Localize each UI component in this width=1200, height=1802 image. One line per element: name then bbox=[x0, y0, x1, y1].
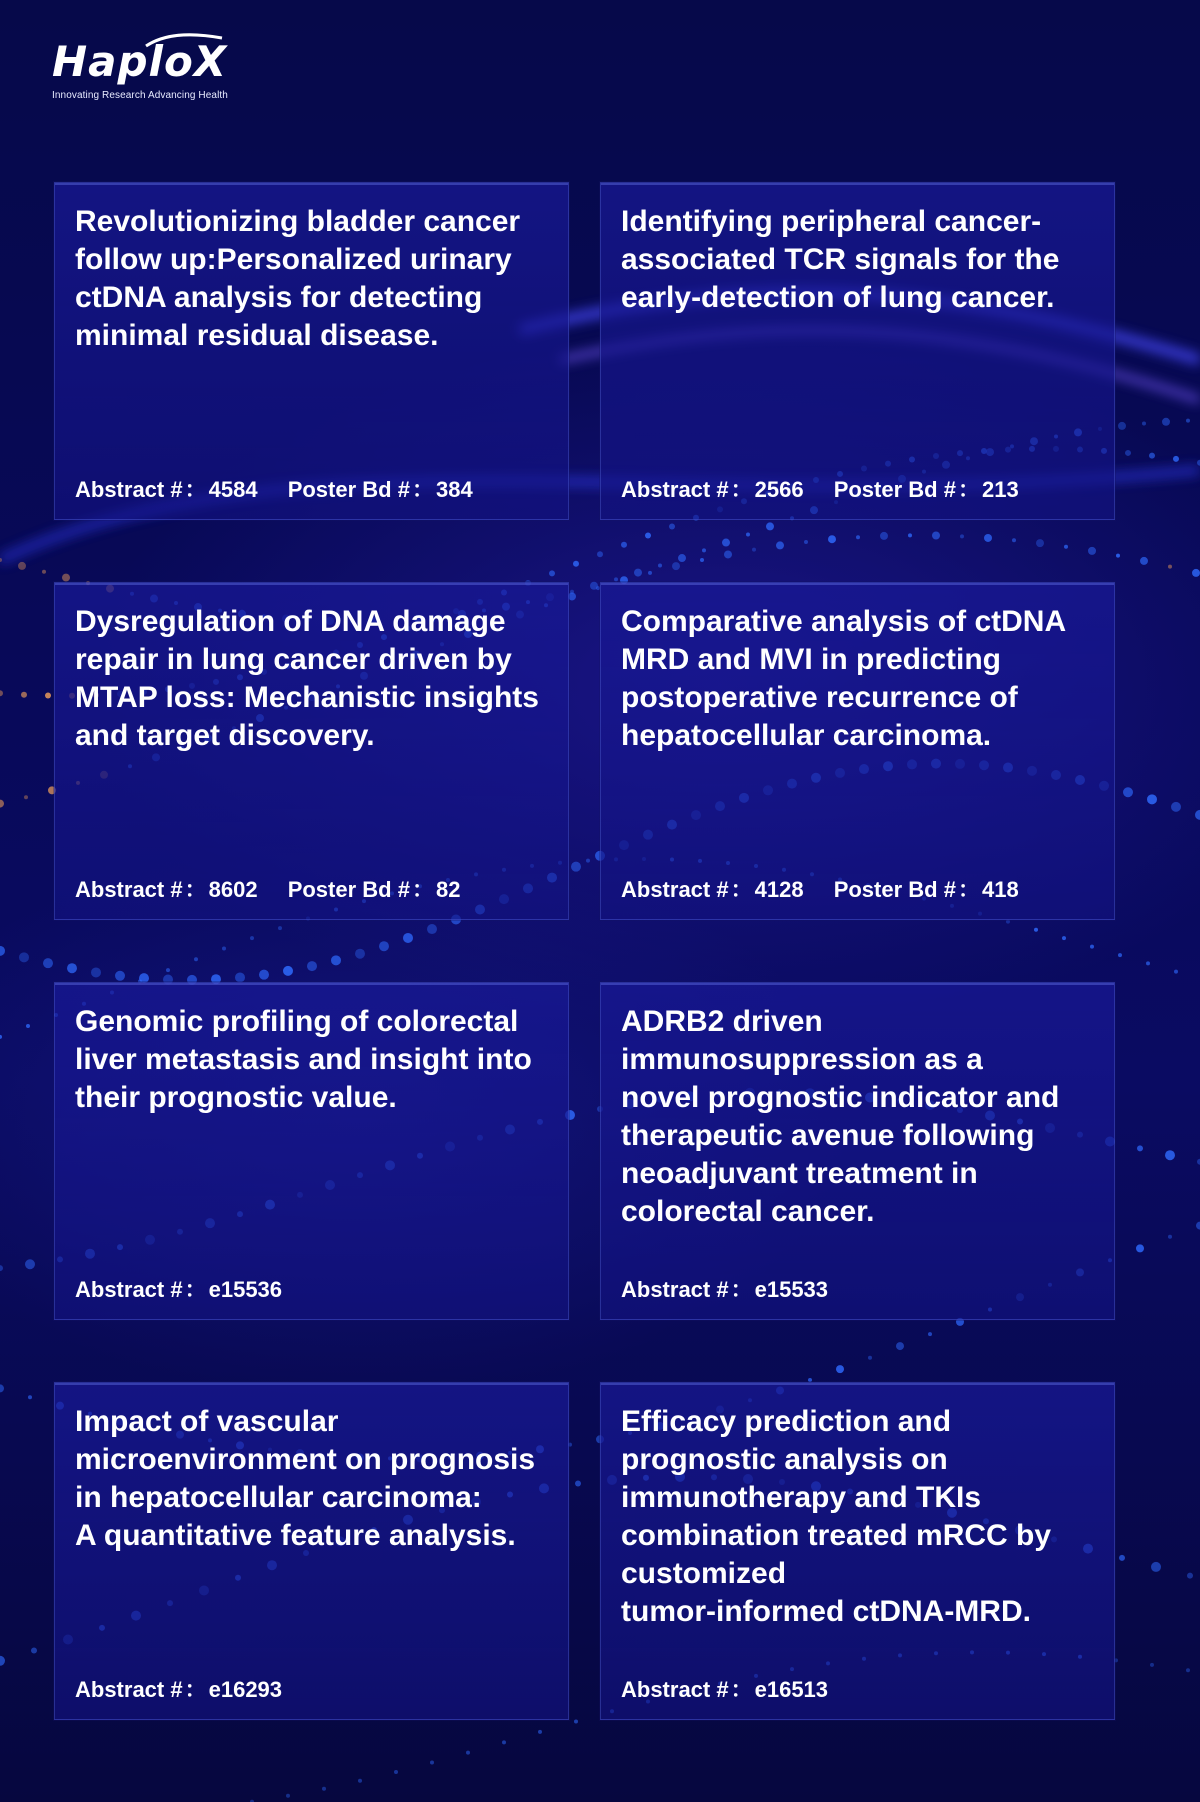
abstract-number: e15536 bbox=[208, 1277, 283, 1302]
background-dot bbox=[1186, 419, 1190, 423]
card-title: ADRB2 driven immunosuppression as a novel prognostic indicator and therapeutic avenue following neoadjuvant treatment in colorectal cancer. bbox=[621, 1005, 1060, 1228]
background-dot bbox=[18, 562, 26, 570]
poster-label: Poster Bd # bbox=[287, 877, 410, 902]
abstract-label: Abstract # bbox=[75, 1677, 183, 1702]
background-dot bbox=[379, 941, 389, 951]
abstract-label: Abstract # bbox=[75, 477, 183, 502]
background-dot bbox=[1174, 970, 1178, 974]
abstract-number: 2566 bbox=[754, 477, 804, 502]
background-dot bbox=[19, 952, 29, 962]
abstract-card bbox=[54, 982, 569, 1320]
background-dot bbox=[658, 563, 662, 567]
background-dot bbox=[0, 1384, 4, 1392]
background-dot bbox=[568, 592, 576, 600]
background-dot bbox=[1136, 1244, 1144, 1252]
abstract-number: 4584 bbox=[208, 477, 258, 502]
background-dot bbox=[574, 1719, 578, 1723]
card-meta bbox=[75, 1677, 282, 1703]
background-dot bbox=[1168, 1235, 1172, 1239]
background-dot bbox=[1006, 920, 1010, 924]
background-dot bbox=[42, 570, 46, 574]
abstract-card bbox=[600, 1382, 1115, 1720]
background-dot bbox=[828, 535, 836, 543]
background-dot bbox=[549, 570, 555, 576]
card-title: Dysregulation of DNA damage repair in lung cancer driven by MTAP loss: Mechanistic insights and target discovery. bbox=[75, 605, 539, 752]
meta-separator: ： bbox=[184, 477, 207, 502]
background-dot bbox=[672, 562, 680, 570]
background-dot bbox=[836, 1365, 844, 1373]
background-dot bbox=[250, 936, 254, 940]
background-dot bbox=[502, 1740, 506, 1744]
background-dot bbox=[31, 1648, 37, 1654]
background-dot bbox=[1196, 1222, 1200, 1230]
background-dot bbox=[283, 966, 293, 976]
background-dot bbox=[1140, 557, 1148, 565]
card-meta bbox=[621, 877, 1019, 903]
background-dot bbox=[1123, 787, 1133, 797]
card-meta bbox=[621, 1277, 828, 1303]
background-dot bbox=[575, 1481, 581, 1487]
background-dot bbox=[1118, 422, 1126, 430]
background-dot bbox=[0, 1656, 5, 1666]
brand bbox=[52, 38, 228, 101]
card-title: Identifying peripheral cancer- associated TCR signals for the early-detection of lung cancer. bbox=[621, 205, 1060, 314]
background-dot bbox=[1187, 1573, 1193, 1579]
background-dot bbox=[1171, 802, 1181, 812]
background-dot bbox=[1150, 1663, 1154, 1667]
background-dot bbox=[804, 540, 808, 544]
background-dot bbox=[1125, 450, 1131, 456]
background-dot bbox=[1118, 953, 1122, 957]
background-dot bbox=[0, 690, 3, 696]
meta-separator: ： bbox=[730, 477, 753, 502]
background-dot bbox=[1034, 928, 1038, 932]
background-dot bbox=[45, 693, 51, 699]
background-dot bbox=[0, 946, 5, 956]
background-dot bbox=[896, 1342, 904, 1350]
card-title: Efficacy prediction and prognostic analysis on immunotherapy and TKIs combination treated mRCC by customized tumor-informed ctDNA-MRD. bbox=[621, 1405, 1052, 1628]
background-dot bbox=[1116, 554, 1120, 558]
background-dot bbox=[286, 1794, 290, 1798]
poster-number: 213 bbox=[981, 477, 1019, 502]
background-dot bbox=[259, 970, 269, 980]
abstract-number: e15533 bbox=[754, 1277, 829, 1302]
background-dot bbox=[194, 957, 198, 961]
abstract-label: Abstract # bbox=[621, 877, 729, 902]
meta-separator: ： bbox=[184, 1277, 207, 1302]
meta-separator: ： bbox=[411, 877, 434, 902]
background-dot bbox=[1142, 422, 1146, 426]
background-dot bbox=[322, 1787, 326, 1791]
background-dot bbox=[880, 532, 888, 540]
background-dot bbox=[235, 972, 245, 982]
background-dot bbox=[678, 554, 686, 562]
abstract-label: Abstract # bbox=[75, 1277, 183, 1302]
abstract-card bbox=[54, 182, 569, 520]
card-title: Genomic profiling of colorectal liver metastasis and insight into their prognostic value. bbox=[75, 1005, 532, 1114]
background-dot bbox=[908, 533, 912, 537]
background-dot bbox=[1062, 936, 1066, 940]
abstract-card bbox=[54, 582, 569, 920]
background-dot bbox=[573, 561, 579, 567]
background-dot bbox=[1137, 1145, 1143, 1151]
background-dot bbox=[1146, 961, 1150, 965]
background-dot bbox=[1064, 545, 1068, 549]
background-dot bbox=[752, 548, 756, 552]
background-dot bbox=[868, 1356, 872, 1360]
meta-separator: ： bbox=[411, 477, 434, 502]
background-dot bbox=[766, 522, 774, 530]
background-dot bbox=[1173, 456, 1179, 462]
background-dot bbox=[62, 574, 70, 582]
background-dot bbox=[43, 958, 53, 968]
background-dot bbox=[26, 1024, 30, 1028]
abstract-label: Abstract # bbox=[621, 477, 729, 502]
background-dot bbox=[0, 800, 4, 808]
meta-separator: ： bbox=[184, 877, 207, 902]
background-dot bbox=[597, 551, 603, 557]
background-dot bbox=[1090, 945, 1094, 949]
card-meta bbox=[621, 477, 1019, 503]
background-dot bbox=[1151, 1562, 1161, 1572]
background-dot bbox=[538, 1730, 542, 1734]
background-dot bbox=[21, 692, 27, 698]
poster-label: Poster Bd # bbox=[833, 877, 956, 902]
poster-number: 82 bbox=[435, 877, 461, 902]
background-dot bbox=[1195, 810, 1200, 820]
background-dot bbox=[278, 926, 282, 930]
abstract-card bbox=[54, 1382, 569, 1720]
meta-separator: ： bbox=[957, 877, 980, 902]
background-dot bbox=[621, 542, 627, 548]
abstract-label: Abstract # bbox=[621, 1277, 729, 1302]
background-dot bbox=[932, 531, 940, 539]
card-meta bbox=[75, 1277, 282, 1303]
background-dot bbox=[1165, 1150, 1175, 1160]
background-dot bbox=[1147, 794, 1157, 804]
background-dot bbox=[702, 548, 706, 552]
tagline: Innovating Research Advancing Health bbox=[52, 90, 228, 101]
background-dot bbox=[614, 577, 618, 581]
poster-label: Poster Bd # bbox=[287, 477, 410, 502]
haplox-logo bbox=[52, 38, 228, 86]
abstract-label: Abstract # bbox=[621, 1677, 729, 1702]
background-dot bbox=[307, 961, 317, 971]
card-title: Revolutionizing bladder cancer follow up:Personalized urinary ctDNA analysis for detecting minimal residual disease. bbox=[75, 205, 521, 352]
background-dot bbox=[394, 1770, 398, 1774]
background-dot bbox=[1036, 539, 1044, 547]
background-dot bbox=[984, 534, 992, 542]
abstract-number: e16293 bbox=[208, 1677, 283, 1702]
background-dot bbox=[466, 1751, 470, 1755]
abstract-card bbox=[600, 982, 1115, 1320]
meta-separator: ： bbox=[730, 877, 753, 902]
background-dot bbox=[1119, 1555, 1125, 1561]
abstract-number: e16513 bbox=[754, 1677, 829, 1702]
background-dot bbox=[91, 967, 101, 977]
background-dot bbox=[222, 946, 226, 950]
background-dot bbox=[960, 534, 964, 538]
background-dot bbox=[724, 550, 732, 558]
card-meta bbox=[75, 477, 473, 503]
card-meta bbox=[621, 1677, 828, 1703]
background-dot bbox=[403, 933, 413, 943]
card-title: Impact of vascular microenvironment on prognosis in hepatocellular carcinoma: A quantitative feature analysis. bbox=[75, 1405, 536, 1552]
background-dot bbox=[355, 949, 365, 959]
background-dot bbox=[25, 1259, 35, 1269]
background-dot bbox=[24, 795, 28, 799]
background-dot bbox=[1192, 569, 1200, 577]
background-dot bbox=[776, 541, 784, 549]
background-dot bbox=[928, 1332, 932, 1336]
background-dot bbox=[586, 859, 590, 863]
background-dot bbox=[0, 1265, 3, 1271]
meta-separator: ： bbox=[730, 1277, 753, 1302]
poster-label: Poster Bd # bbox=[833, 477, 956, 502]
meta-separator: ： bbox=[730, 1677, 753, 1702]
card-title: Comparative analysis of ctDNA MRD and MVI in predicting postoperative recurrence of hepatocellular carcinoma. bbox=[621, 605, 1067, 752]
background-dot bbox=[1162, 418, 1170, 426]
background-dot bbox=[1186, 1668, 1190, 1672]
background-dot bbox=[746, 533, 750, 537]
meta-separator: ： bbox=[957, 477, 980, 502]
meta-separator: ： bbox=[184, 1677, 207, 1702]
background-dot bbox=[1088, 547, 1096, 555]
poster-number: 384 bbox=[435, 477, 473, 502]
logo-text: HaploX bbox=[52, 37, 228, 86]
background-dot bbox=[648, 571, 652, 575]
abstract-number: 8602 bbox=[208, 877, 258, 902]
background-dot bbox=[427, 924, 437, 934]
poster-number: 418 bbox=[981, 877, 1019, 902]
background-dot bbox=[166, 968, 170, 972]
background-dot bbox=[700, 558, 704, 562]
background-dot bbox=[67, 963, 77, 973]
background-dot bbox=[1149, 453, 1155, 459]
abstract-label: Abstract # bbox=[75, 877, 183, 902]
abstract-number: 4128 bbox=[754, 877, 804, 902]
background-dot bbox=[331, 955, 341, 965]
abstract-card bbox=[600, 182, 1115, 520]
background-dot bbox=[645, 533, 651, 539]
card-meta bbox=[75, 877, 460, 903]
abstract-card bbox=[600, 582, 1115, 920]
background-dot bbox=[115, 971, 125, 981]
background-dot bbox=[634, 569, 642, 577]
background-dot bbox=[1012, 538, 1016, 542]
background-dot bbox=[571, 862, 581, 872]
background-dot bbox=[0, 1035, 2, 1039]
logo-swoosh-icon bbox=[144, 30, 224, 50]
background-dot bbox=[430, 1761, 434, 1765]
background-dot bbox=[722, 539, 730, 547]
background-dot bbox=[856, 535, 860, 539]
background-dot bbox=[669, 524, 675, 530]
background-dot bbox=[28, 1395, 32, 1399]
background-dot bbox=[1168, 565, 1172, 569]
background-dot bbox=[358, 1779, 362, 1783]
